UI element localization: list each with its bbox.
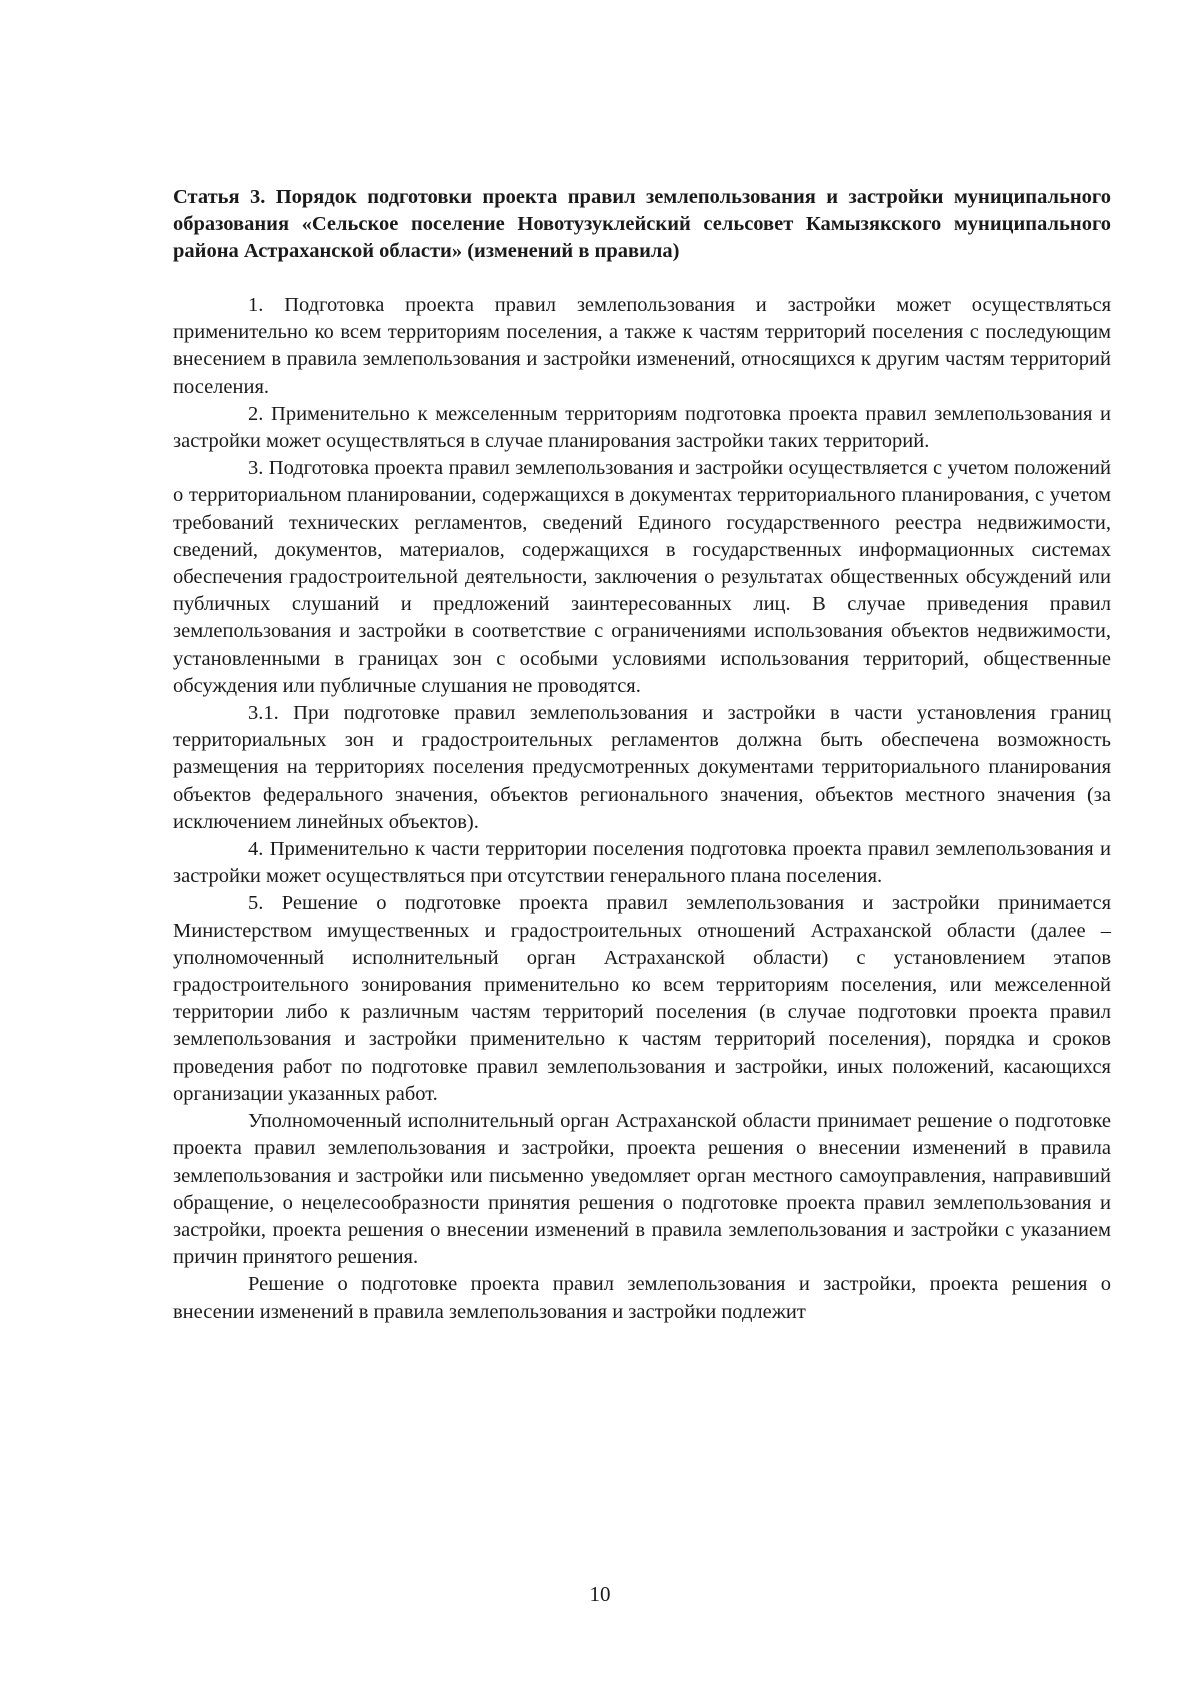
page-content	[173, 184, 1111, 1326]
paragraph-5: 5. Решение о подготовке проекта правил землепользования и застройки принимается Министерством имущественных и градостроительных отношений Астраханской области (далее – уполномоченный исполнительный орган Астраханской области) с установлением этапов градостроительного зонирования применительно ко всем территориям поселения, или межселенной территории либо к различным частям территорий поселения (в случае подготовки проекта правил землепользования и застройки применительно к частям территорий поселения), порядка и сроков проведения работ по подготовке правил землепользования и застройки, иных положений, касающихся организации указанных работ.	[173, 892, 1111, 1105]
article-body	[173, 292, 1111, 1326]
paragraph-3-1: 3.1. При подготовке правил землепользования и застройки в части установления границ территориальных зон и градостроительных регламентов должна быть обеспечена возможность размещения на территориях поселения предусмотренных документами территориального планирования объектов федерального значения, объектов регионального значения, объектов местного значения (за исключением линейных объектов).	[173, 702, 1111, 833]
article-heading: Статья 3. Порядок подготовки проекта правил землепользования и застройки муниципального образования «Сельское поселение Новотузуклейский сельсовет Камызякского муниципального района Астраханской области» (изменений в правила)	[173, 186, 1111, 262]
paragraph-4: 4. Применительно к части территории поселения подготовка проекта правил землепользования и застройки может осуществляться при отсутствии генерального плана поселения.	[173, 838, 1111, 888]
paragraph-decision-publication: Решение о подготовке проекта правил землепользования и застройки, проекта решения о внесении изменений в правила землепользования и застройки подлежит	[173, 1273, 1111, 1323]
paragraph-authority-decision: Уполномоченный исполнительный орган Астраханской области принимает решение о подготовке проекта правил землепользования и застройки, проекта решения о внесении изменений в правила землепользования и застройки или письменно уведомляет орган местного самоуправления, направивший обращение, о нецелесообразности принятия решения о подготовке проекта правил землепользования и застройки, проекта решения о внесении изменений в правила землепользования и застройки с указанием причин принятого решения.	[173, 1110, 1111, 1269]
page-number: 10	[589, 1582, 611, 1606]
paragraph-3: 3. Подготовка проекта правил землепользования и застройки осуществляется с учетом положений о территориальном планировании, содержащихся в документах территориального планирования, с учетом требований технических регламентов, сведений Единого государственного реестра недвижимости, сведений, документов, материалов, содержащихся в государственных информационных системах обеспечения градостроительной деятельности, заключения о результатах общественных обсуждений или публичных слушаний и предложений заинтересованных лиц. В случае приведения правил землепользования и застройки в соответствие с ограничениями использования объектов недвижимости, установленными в границах зон с особыми условиями использования территорий, общественные обсуждения или публичные слушания не проводятся.	[173, 457, 1111, 697]
paragraph-2: 2. Применительно к межселенным территориям подготовка проекта правил землепользования и застройки может осуществляться в случае планирования застройки таких территорий.	[173, 402, 1111, 453]
paragraph-1: 1. Подготовка проекта правил землепользования и застройки может осуществляться применительно ко всем территориям поселения, а также к частям территорий поселения с последующим внесением в правила землепользования и застройки изменений, относящихся к другим частям территорий поселения.	[173, 294, 1111, 398]
